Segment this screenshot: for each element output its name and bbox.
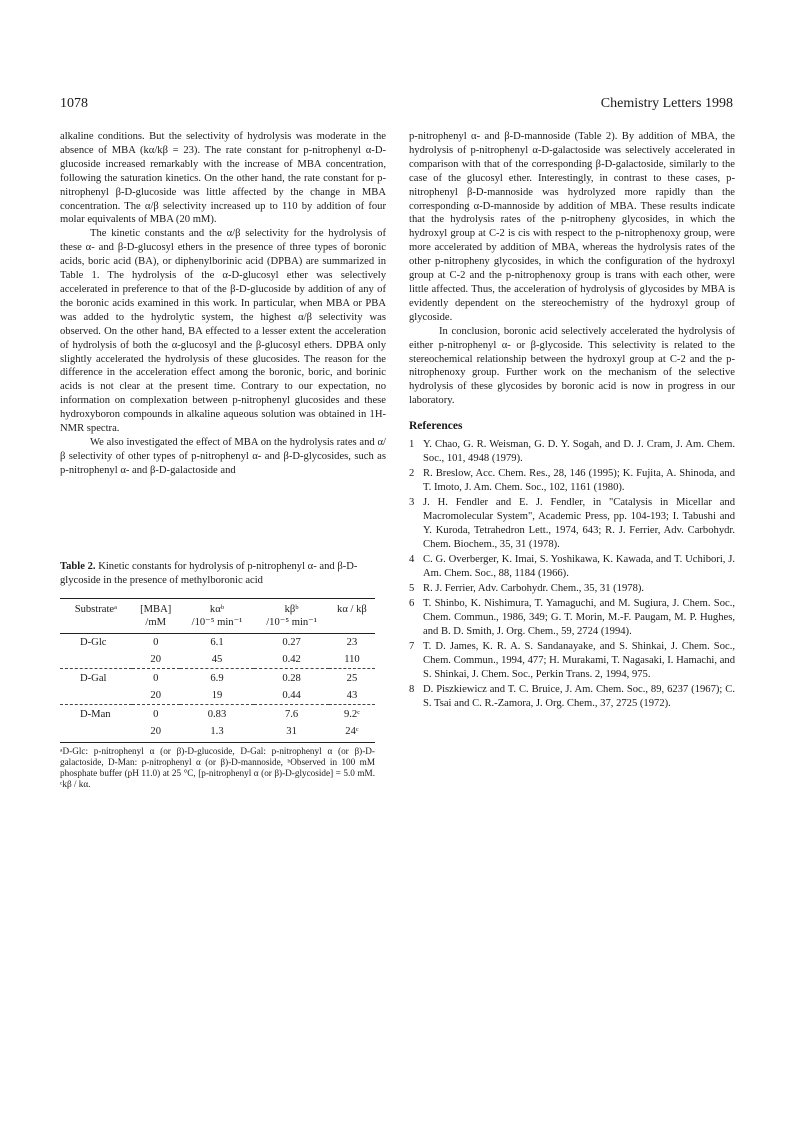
reference-text: J. H. Fendler and E. J. Fendler, in "Catalysis in Micellar and Macromolecular System", Academic Press, pp. 104-193; I. Tabushi and Y. Kuroda, Tetrahedron Lett., 1974, 643; R. J. Ferrier, Adv. Carbohydr. Chem. Biochem., 35, 31 (1978). xyxy=(423,497,735,551)
page-header xyxy=(60,96,733,116)
cell-k-beta: 0.28 xyxy=(254,669,329,688)
reference-number: 8 xyxy=(409,684,415,696)
cell-ratio: 9.2ᶜ xyxy=(329,705,375,724)
table-2 xyxy=(60,560,375,790)
paragraph: p-nitrophenyl α- and β-D-mannoside (Table 2). By addition of MBA, the hydrolysis of p-nitrophenyl α-D-galactoside was selectively accelerated in comparison with that of the corresponding β-D-galactoside, similarly to the case of the glucosyl ether. Interestingly, in contrast to these cases, p-nitrophenyl β-D-mannoside was hydrolyzed more rapidly than the corresponding α-D-mannoside by addition of MBA. These results indicate that the hydrolysis rates of the p-nitropheny glycosides, in which the hydroxyl group at C-2 is cis with respect to the p-nitrophenoxy group, were more accelerated by addition of MBA, whereas the hydrolysis rates of the other p-nitropheny glycosides, in which the configuration of the hydroxyl group at C-2 and the p-nitrophenoxy group is trans with each other, were little affected. Thus, the acceleration of hydrolysis of glycosides by MBA is evidently dependent on the stereochemistry of the hydroxyl group of glycoside. xyxy=(409,131,735,323)
table-caption xyxy=(60,560,375,588)
cell-k-alpha: 19 xyxy=(211,690,223,701)
reference-number: 2 xyxy=(409,468,415,480)
table-row xyxy=(60,634,375,652)
right-column xyxy=(409,130,735,712)
header-k-beta-unit: /10⁻⁵ min⁻¹ xyxy=(254,616,329,634)
header-substrate: Substrateᵃ xyxy=(60,599,132,617)
paragraph: In conclusion, boronic acid selectively accelerated the hydrolysis of either p-nitrophenyl α- or β-glycoside. This selectivity is related to the stereochemical relationship between the hydroxyl group at C-2 and the p-nitrophenoxy group. Further work on the mechanism of the selective hydrolysis of these glycosides by boronic acid is now in progress in our laboratory. xyxy=(409,325,735,407)
cell-mba: 0 xyxy=(132,705,180,724)
table-row xyxy=(60,669,375,688)
reference-item xyxy=(409,683,735,711)
paragraph: We also investigated the effect of MBA on the hydrolysis rates and α/β selectivity of other types of p-nitrophenyl α- and β-D-glycosides, such as p-nitrophenyl α- and β-D-galactoside and xyxy=(60,436,386,476)
reference-item xyxy=(409,597,735,639)
reference-number: 1 xyxy=(409,439,415,451)
paragraph: alkaline conditions. But the selectivity of hydrolysis was moderate in the absence of MBA (kα/kβ = 23). The rate constant for p-nitrophenyl α-D-glucoside increased remarkably with the increase of MBA concentration, following the saturation kinetics. On the other hand, the rate constant for p-nitrophenyl β-D-glucoside was little affected by the change in MBA concentration. The α/β selectivity increased up to 110 by addition of four molar equivalents of MBA (20 mM). xyxy=(60,131,386,226)
left-column xyxy=(60,130,386,478)
table-row xyxy=(60,705,375,724)
cell-k-beta: 0.44 xyxy=(282,690,301,701)
kinetics-table xyxy=(60,598,375,743)
reference-number: 5 xyxy=(409,583,415,595)
header-k-alpha-unit: /10⁻⁵ min⁻¹ xyxy=(180,616,255,634)
cell-ratio: 110 xyxy=(344,654,360,665)
reference-item xyxy=(409,553,735,581)
reference-item xyxy=(409,496,735,552)
header-k-alpha: kαᵇ xyxy=(180,599,255,617)
cell-mba: 20 xyxy=(132,723,180,743)
reference-number: 4 xyxy=(409,554,415,566)
reference-number: 6 xyxy=(409,598,415,610)
reference-item xyxy=(409,438,735,466)
reference-item xyxy=(409,640,735,682)
references-heading: References xyxy=(409,420,463,433)
cell-k-beta: 31 xyxy=(254,723,329,743)
cell-substrate: D-Gal xyxy=(60,669,132,688)
cell-ratio: 23 xyxy=(346,637,358,648)
reference-item xyxy=(409,467,735,495)
cell-ratio: 25 xyxy=(329,669,375,688)
journal-title: Chemistry Letters 1998 xyxy=(600,96,733,111)
paragraph: The kinetic constants and the α/β selectivity for the hydrolysis of these α- and β-D-glucosyl ethers in the presence of three types of boronic acids, boric acid (BA), or diphenylborinic acid (DPBA) are summarized in Table 1. The hydrolysis of the α-D-glucosyl ether was selectively accelerated in preference to that of the β-D-glucoside by addition of any of the boronic acids examined in this work. In particular, when MBA or PBA was added to the hydrolytic system, the highest α/β selectivity was observed. On the other hand, BA effected to a lesser extent the acceleration of hydrolysis of both the α-glucosyl and the β-glucosyl ethers. DPBA only slightly accelerated the hydrolysis of these glucosides. The reason for the difference in the acceleration effect among the boronic, boric, and borinic acids is not clear at the present time. Contrary to our expectation, no information on complexation between p-nitrophenyl glucosides and these hydroxyboron compounds in alkaline aqueous solution was obtained in 1H-NMR spectra. xyxy=(60,228,386,435)
cell-substrate: D-Man xyxy=(60,705,132,724)
cell-k-alpha: 6.9 xyxy=(180,669,255,688)
header-k-beta: kβᵇ xyxy=(254,599,329,617)
table-footnote: ᵃD-Glc: p-nitrophenyl α (or β)-D-glucoside, D-Gal: p-nitrophenyl α (or β)-D-galactoside, D-Man: p-nitrophenyl α (or β)-D-mannoside, ᵇObserved in 100 mM phosphate buffer (pH 11.0) at 25 °C, [p-nitrophenyl α (or β)-D-glycoside] = 5.0 mM. ᶜkβ / kα. xyxy=(60,746,375,789)
header-ratio: kα / kβ xyxy=(329,599,375,617)
header-mba: [MBA] xyxy=(132,599,180,617)
page-number: 1078 xyxy=(60,96,88,111)
cell-ratio: 43 xyxy=(346,690,358,701)
cell-k-alpha: 6.1 xyxy=(210,637,224,648)
table-row xyxy=(60,723,375,743)
header-mba-unit: /mM xyxy=(132,616,180,634)
table-row xyxy=(60,651,375,669)
cell-substrate: D-Glc xyxy=(80,637,107,648)
cell-k-alpha: 1.3 xyxy=(180,723,255,743)
table-caption-text: Kinetic constants for hydrolysis of p-nitrophenyl α- and β-D-glycoside in the presence of methylboronic acid xyxy=(60,561,358,586)
cell-k-beta: 0.27 xyxy=(282,637,301,648)
reference-text: T. Shinbo, K. Nishimura, T. Yamaguchi, and M. Sugiura, J. Chem. Soc., Chem. Commun., 1986, 349; G. T. Morin, M.-F. Paugam, M. P. Hughes, and B. D. Smith, J. Org. Chem., 59, 2724 (1994). xyxy=(423,598,735,638)
reference-number: 7 xyxy=(409,641,415,653)
cell-k-alpha: 0.83 xyxy=(180,705,255,724)
reference-text: Y. Chao, G. R. Weisman, G. D. Y. Sogah, and D. J. Cram, J. Am. Chem. Soc., 101, 4948 (1979). xyxy=(423,439,735,465)
reference-text: D. Piszkiewicz and T. C. Bruice, J. Am. Chem. Soc., 89, 6237 (1967); C. S. Tsai and C. R.-Zamora, J. Org. Chem., 37, 2725 (1972). xyxy=(423,684,735,710)
cell-mba: 0 xyxy=(132,669,180,688)
reference-number: 3 xyxy=(409,497,415,509)
table-caption-label: Table 2. xyxy=(60,561,96,572)
cell-mba: 20 xyxy=(150,654,161,665)
cell-ratio: 24ᶜ xyxy=(329,723,375,743)
reference-text: R. Breslow, Acc. Chem. Res., 28, 146 (1995); K. Fujita, A. Shinoda, and T. Imoto, J. Am. Chem. Soc., 102, 1161 (1980). xyxy=(423,468,735,494)
reference-item xyxy=(409,582,735,596)
reference-text: R. J. Ferrier, Adv. Carbohydr. Chem., 35, 31 (1978). xyxy=(423,583,645,595)
cell-mba: 20 xyxy=(150,690,161,701)
reference-text: C. G. Overberger, K. Imai, S. Yoshikawa, K. Kawada, and T. Uchibori, J. Am. Chem. Soc., 88, 1184 (1966). xyxy=(423,554,735,580)
table-row xyxy=(60,687,375,705)
cell-substrate xyxy=(60,723,132,743)
cell-substrate xyxy=(60,687,132,705)
cell-k-alpha: 45 xyxy=(211,654,223,665)
cell-mba: 0 xyxy=(153,637,159,648)
cell-k-beta: 0.42 xyxy=(282,654,301,665)
cell-k-beta: 7.6 xyxy=(254,705,329,724)
reference-text: T. D. James, K. R. A. S. Sandanayake, and S. Shinkai, J. Chem. Soc., Chem. Commun., 1994, 477; H. Murakami, T. Nagasaki, I. Hamachi, and S. Shinkai, J. Chem. Soc., Perkin Trans. 2, 1994, 975. xyxy=(423,641,735,681)
cell-substrate xyxy=(60,651,132,669)
